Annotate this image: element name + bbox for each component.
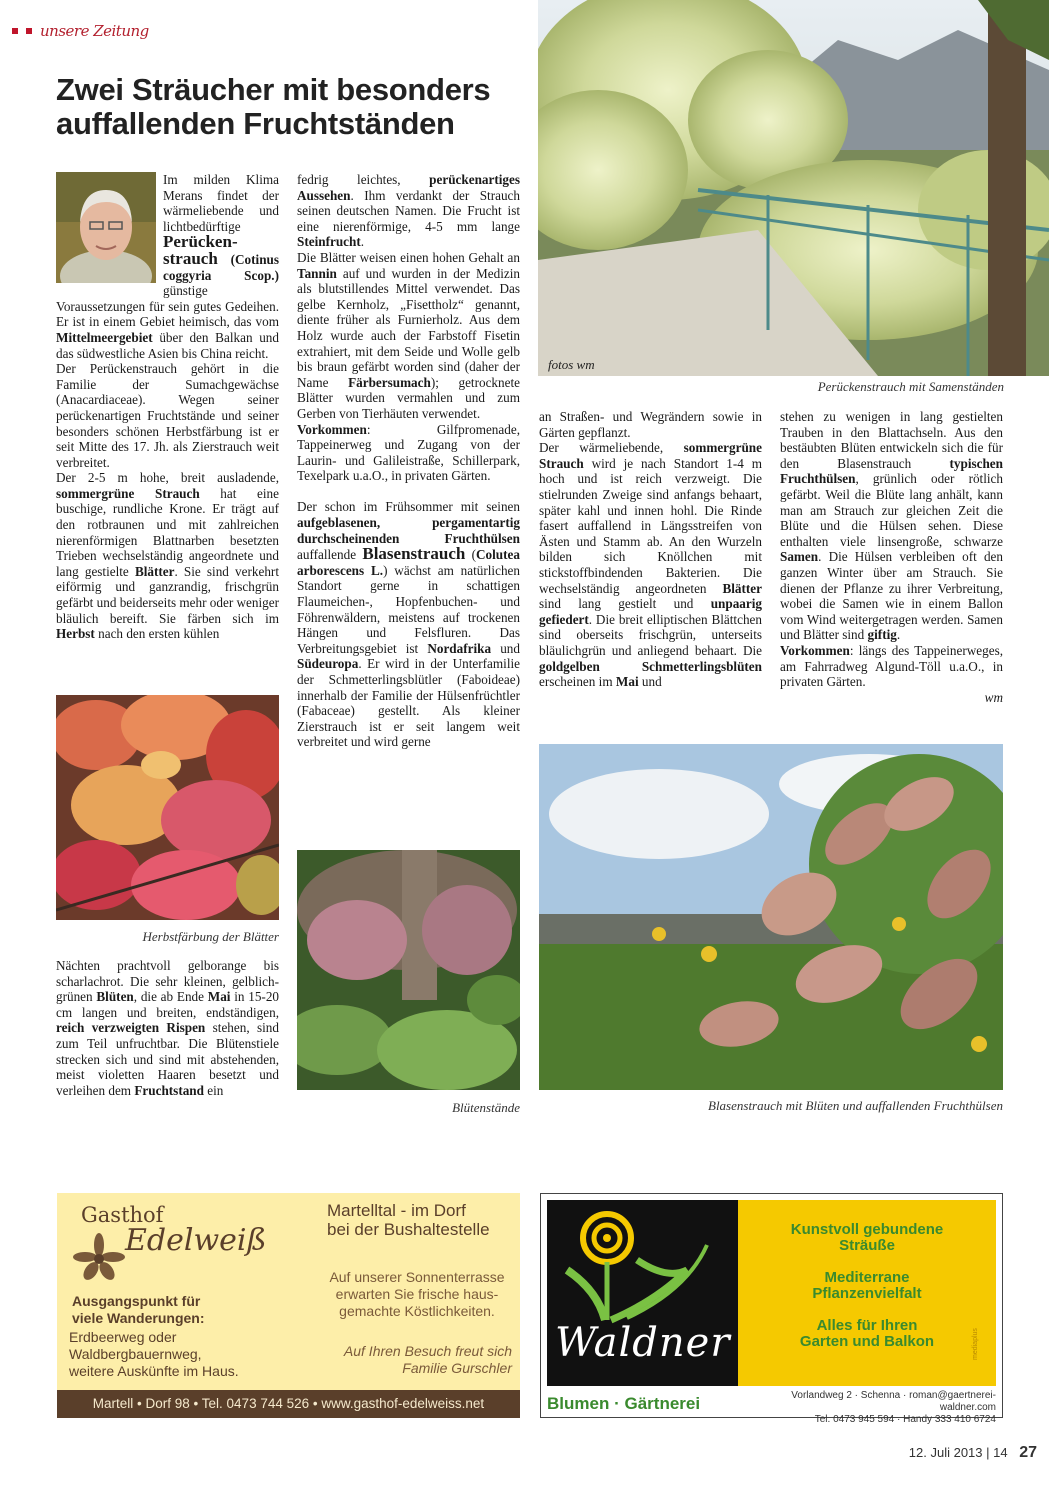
waldner-phone: Tel. 0473 945 594 · Handy 333 410 6724	[814, 1414, 996, 1425]
gasthof-terrace-line2: erwarten Sie frische haus-	[335, 1286, 499, 1302]
photo-smoke-tree	[538, 0, 1049, 376]
waldner-line3a: Alles für Ihren	[816, 1317, 918, 1334]
caption-bladder-senna: Blasenstrauch mit Blüten und auffallenden Fruchthülsen	[708, 1098, 1003, 1113]
gasthof-contact: Martell • Dorf 98 • Tel. 0473 744 526 • www.gasthof-edelweiss.net	[57, 1390, 520, 1418]
gasthof-start-line1: Ausgangspunkt für	[72, 1293, 201, 1309]
waldner-line1a: Kunstvoll gebundene	[790, 1221, 944, 1238]
gasthof-start-point	[72, 1293, 205, 1327]
waldner-logo-text: Waldner	[555, 1320, 731, 1366]
autumn-leaves-image	[56, 695, 279, 920]
gasthof-welcome-line2: Familie Gurschler	[402, 1360, 512, 1376]
masthead-square	[26, 28, 32, 34]
gasthof-start-line2: viele Wanderungen:	[72, 1310, 205, 1326]
photo-credit: fotos wm	[548, 357, 595, 372]
waldner-line2a: Mediterrane	[824, 1269, 910, 1286]
gasthof-logo-big: Edelweiß	[125, 1223, 267, 1258]
title-line1: Zwei Sträucher mit besonders	[56, 72, 491, 107]
photo-autumn-leaves	[56, 695, 279, 920]
page-title	[56, 73, 526, 141]
article-column-1: Im milden Klima Merans findet der wärmeliebende und lichtbedürftige Perückenstrauch (Cotinus coggyria Scop.) günstige Voraussetzungen für sein gutes Gedeihen. Er ist in einem Gebiet heimisch, das vom Mittelmeergebiet über den Balkan und das südwestliche Asien bis China reicht. Der Perückenstrauch gehört in die Familie der Sumachgewächse (Anacardiaceae). Wegen seiner perückenartigen Fruchtstände und seiner besonders schönen Herbstfärbung ist er seit Mitte des 17. Jh. als Zierstrauch weit verbreitet. Der 2-5 m hohe, breit ausladende, sommergrüne Strauch hat eine buschige, rundliche Krone. Er trägt auf den rotbraunen und mit zahlreichen nierenförmigen Blattnarben besetzten Trieben wechselständig angeordnete und lang gestielte Blätter. Sie sind verkehrt eiförmig und ganzrandig, frischgrün gefärbt und beiderseits mehr oder weniger bläulich bereift. Sie färben sich im Herbst nach den ersten kühlen	[56, 172, 280, 642]
gasthof-route-line1: Erdbeerweg oder	[69, 1329, 177, 1345]
gasthof-routes	[69, 1329, 239, 1380]
caption-flower-stalks: Blütenstände	[452, 1100, 520, 1115]
masthead-logo: unsere Zeitung	[40, 22, 149, 40]
bladder-senna-image	[539, 744, 1003, 1090]
waldner-subtitle	[547, 1394, 700, 1414]
footer-date: 12. Juli 2013 | 14	[908, 1445, 1008, 1460]
caption-autumn-leaves: Herbstfärbung der Blätter	[142, 929, 279, 944]
page-footer	[909, 1444, 1037, 1462]
gasthof-route-line2: Waldbergbauernweg,	[69, 1346, 202, 1362]
waldner-logo-panel	[547, 1200, 738, 1386]
gasthof-route-line3: weitere Auskünfte im Haus.	[69, 1363, 239, 1379]
gasthof-welcome-line1: Auf Ihren Besuch freut sich	[343, 1343, 512, 1359]
waldner-line2b: Pflanzenvielfalt	[812, 1285, 922, 1302]
ad-gasthof-edelweiss	[57, 1193, 520, 1418]
gasthof-headline-line2: bei der Bushaltestelle	[327, 1220, 490, 1239]
waldner-line3b: Garten und Balkon	[799, 1333, 935, 1350]
caption-smoke-tree: Perückenstrauch mit Samenständen	[817, 379, 1004, 394]
flower-stalks-image	[297, 850, 520, 1090]
article-column-2: fedrig leichtes, perückenartiges Aussehen. Ihm verdankt der Strauch seinen deutschen Namen. Die Frucht ist eine nierenförmige, 4-5 mm lange Steinfrucht. Die Blätter weisen einen hohen Gehalt an Tannin auf und wurden in der Medizin als blutstillendes Mittel verwendet. Das gelbe Kernholz, „Fisettholz“ genannt, diente früher als Furnierholz. Aus dem Holz wurde auch der Farbstoff Fisetin extrahiert, mit dem Seide und Wolle gelb bis braun gefärbt worden sind (daher der Name Färbersumach); getrocknete Blätter wurden vermahlen und zum Gerben von Tierhäuten verwendet. Vorkommen: Gilfpromenade, Tappeinerweg und Zugang von der Laurin- und Galileistraße, Schillerpark, Texelpark u.a.O., in privaten Gärten. Der schon im Frühsommer mit seinen aufgeblasenen, pergamentartig durchscheinenden Fruchthülsen auffallende Blasenstrauch (Colutea arborescens L.) wächst am natürlichen Standort gerne in schattigen Flaumeichen-, Hopfenbuchen- und Föhrenwäldern, meistens auf trockenen Hängen und Felsfluren. Das Verbreitungsgebiet ist Nordafrika und Südeuropa. Er wird in der Unterfamilie der Schmetterlingsblütler (Faboideae) innerhalb der Familie der Hülsenfrüchtler (Fabaceae) gestellt. Als kleiner Zierstrauch ist er seit langem weit verbreitet und wird gerne	[297, 172, 520, 750]
waldner-contact	[741, 1390, 996, 1426]
masthead	[12, 22, 149, 40]
gasthof-terrace-line1: Auf unserer Sonnenterrasse	[329, 1269, 505, 1285]
masthead-square	[12, 28, 18, 34]
waldner-separator: ·	[614, 1394, 620, 1413]
gasthof-logo-small: Gasthof	[81, 1203, 164, 1227]
edelweiss-flower-icon	[69, 1231, 129, 1283]
gasthof-terrace-text	[317, 1269, 517, 1320]
waldner-yellow-panel	[738, 1200, 996, 1386]
article-column-1-continued: Nächten prachtvoll gelborange bis scharlachrot. Die sehr kleinen, gelblich-grünen Blüten, die ab Ende Mai in 15-20 cm langen und breiten, endständigen, reich verzweigten Rispen stehen, sind zum Teil unfruchtbar. Die Blütenstiele strecken sich und sind mit abstehenden, meist violetten Haaren besetzt und verleihen dem Fruchtstand ein	[56, 958, 280, 1098]
photo-flower-stalks	[297, 850, 520, 1090]
gasthof-headline-line1: Martelltal - im Dorf	[327, 1201, 466, 1220]
article-column-4: stehen zu wenigen in lang gestielten Trauben in den Blattachseln. Aus den bestäubten Blüten entwickeln sich die für den Blasenstrauch typischen Fruchthülsen, grünlich oder rötlich gefärbt. Weil die Blüte lang anhält, kann man am Strauch zur gleichen Zeit die Blüte und die Hülsen sehen. Diese enthalten viele linsengroße, schwarze Samen. Die Hülsen verbleiben oft den ganzen Winter über am Strauch. Sie dienen der Pflanze zu ihrer Verbreitung, wobei die Samen wie in einem Ballon vom Wind weitergetragen werden. Samen und Blätter sind giftig. Vorkommen: längs des Tappeinerweges, am Fahrradweg Algund-Töll u.a.O., in privaten Gärten. wm	[780, 409, 1003, 705]
waldner-line1b: Sträuße	[839, 1237, 895, 1254]
article-column-3: an Straßen- und Wegrändern sowie in Gärten gepflanzt. Der wärmeliebende, sommergrüne Strauch wird je nach Standort 1-4 m hoch und ist reich verzweigt. Die stielrunden Zweige sind anfangs behaart, später kahl und innen hohl. Die Rinde fasert auffallend in Längsstreifen von Ästen und Stamm ab. An den Wurzeln bilden sich Knöllchen mit stickstoffbindenden Bakterien. Die wechselständig angeordneten Blätter sind lang gestielt und unpaarig gefiedert. Die breit elliptischen Blättchen sind oberseits frischgrün, unterseits bläulichgrün und anliegend behaart. Die goldgelben Schmetterlingsblüten erscheinen im Mai und	[539, 409, 762, 690]
waldner-subtitle-gaertnerei: Gärtnerei	[624, 1394, 701, 1413]
waldner-address: Vorlandweg 2 · Schenna · roman@gaertnerei-waldner.com	[791, 1390, 996, 1413]
gasthof-terrace-line3: gemachte Köstlichkeiten.	[339, 1303, 495, 1319]
waldner-vertical-credit: mediaplus	[972, 1328, 979, 1360]
ad-waldner	[540, 1193, 1003, 1425]
waldner-subtitle-blumen: Blumen	[547, 1394, 610, 1413]
gasthof-welcome-text	[312, 1343, 512, 1377]
photo-bladder-senna	[539, 744, 1003, 1090]
author-sign: wm	[984, 689, 1003, 705]
smoke-tree-image	[538, 0, 1049, 376]
page-number: 27	[1019, 1444, 1037, 1461]
gasthof-headline	[327, 1201, 490, 1239]
title-line2: auffallenden Fruchtständen	[56, 106, 455, 141]
